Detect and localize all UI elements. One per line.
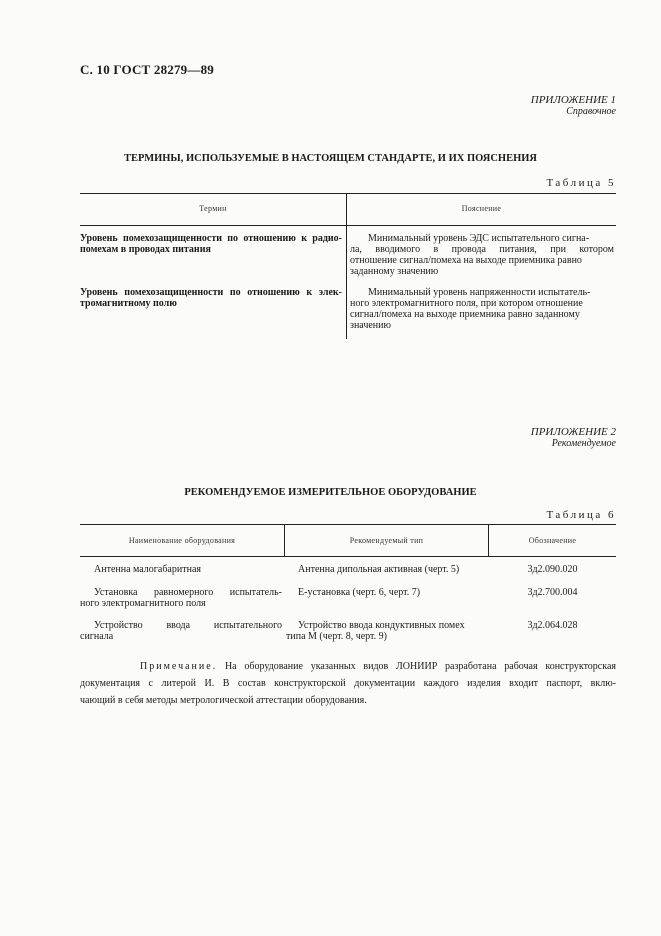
note-line-3: чающий в себя методы метрологической аттестации оборудования. (80, 695, 367, 706)
table-6-row-2-type-line: Е-установка (черт. 6, черт. 7) (298, 587, 421, 598)
table-6-row-3-type-line: Устройство ввода кондуктивных помех (298, 620, 465, 631)
table-6-row-1-type-line: Антенна дипольная активная (черт. 5) (298, 564, 460, 575)
note (80, 658, 616, 709)
table-6-row-3-name-line: сигнала (80, 631, 114, 642)
table-6-row-3-name (80, 620, 282, 642)
table-5-label: Таблица 5 (546, 177, 616, 189)
table-6-row-2-name (80, 587, 282, 609)
table-6-row-2-name-line: ного электромагнитного поля (80, 598, 206, 609)
table-5-row-2-expl-line: ного электромагнитного поля, при котором отношение (350, 298, 583, 309)
table-5-row-2-expl-line: значению (350, 320, 391, 331)
note-line-1 (80, 658, 616, 675)
table-6-header-type: Рекомендуемый тип (349, 536, 424, 545)
table-5-row-1-expl-line: заданному значению (350, 266, 439, 277)
table-6-top-rule (80, 524, 616, 525)
table-6-row-1-name-line: Антенна малогабаритная (94, 564, 201, 575)
table-6-row-3-name-line: Устройство ввода испытательного (94, 620, 282, 631)
table-5-row-2-explanation (350, 287, 614, 331)
table-6-row-1-code: 3д2.090.020 (527, 564, 578, 575)
note-line-2: документация с литерой И. В состав конструкторской документации каждого изделия входит паспорт, вклю- (80, 678, 616, 689)
appendix-2-title: РЕКОМЕНДУЕМОЕ ИЗМЕРИТЕЛЬНОЕ ОБОРУДОВАНИЕ (184, 487, 477, 498)
appendix-1-title: ТЕРМИНЫ, ИСПОЛЬЗУЕМЫЕ В НАСТОЯЩЕМ СТАНДАРТЕ, И ИХ ПОЯСНЕНИЯ (123, 153, 538, 164)
table-5-row-1-expl-line: ла, вводимого в провода питания, при котором (350, 244, 614, 255)
table-6-header-rule (80, 556, 616, 557)
table-6-row-1-name (80, 564, 282, 575)
appendix-1-label: ПРИЛОЖЕНИЕ 1 (530, 94, 616, 106)
table-5-row-2-expl-line: Минимальный уровень напряженности испытатель- (368, 287, 591, 298)
table-5-row-1-term-line: помехам в проводах питания (80, 244, 211, 255)
table-5-top-rule (80, 193, 616, 194)
note-text-line-1: На оборудование указанных видов ЛОНИИР разработана рабочая конструкторская (224, 661, 616, 672)
table-6-row-2-type (286, 587, 488, 598)
table-6-row-3-type (286, 620, 490, 642)
table-5-column-divider (346, 193, 347, 339)
appendix-2-label-block (531, 426, 616, 450)
table-5-header-rule (80, 225, 616, 226)
table-6-row-1-type (286, 564, 488, 575)
table-6-label: Таблица 6 (546, 509, 616, 521)
page-header: С. 10 ГОСТ 28279—89 (80, 62, 214, 77)
table-6-row-3-type-line: типа М (черт. 8, черт. 9) (286, 631, 387, 642)
appendix-1-status: Справочное (566, 106, 616, 117)
table-5-row-1-term (80, 233, 342, 255)
table-5-row-2-term-line: тромагнитному полю (80, 298, 177, 309)
table-5-row-1-expl-line: Минимальный уровень ЭДС испытательного сигна- (368, 233, 590, 244)
table-5-row-1-expl-line: отношение сигнал/помеха на выходе приемника равно (350, 255, 582, 266)
note-label: Примечание. (140, 661, 218, 672)
table-6-header-code: Обозначение (528, 536, 577, 545)
table-5-row-1-term-line: Уровень помехозащищенности по отношению к радио- (80, 233, 342, 244)
table-6-header-name: Наименование оборудования (128, 536, 236, 545)
appendix-2-label: ПРИЛОЖЕНИЕ 2 (530, 426, 616, 438)
appendix-1-label-block (531, 94, 616, 118)
table-5-row-1-explanation (350, 233, 614, 277)
table-6-row-2-code: 3д2.700.004 (527, 587, 578, 598)
table-5-row-2-expl-line: сигнал/помеха на выходе приемника равно заданному (350, 309, 580, 320)
table-6-row-3-code: 3д2.064.028 (527, 620, 578, 631)
table-5-row-2-term-line: Уровень помехозащищенности по отношению к элек- (80, 287, 342, 298)
table-5-row-2-term (80, 287, 342, 309)
table-6-row-2-name-line: Установка равномерного испытатель- (94, 587, 282, 598)
table-5-header-term: Термин (199, 204, 227, 213)
table-5-header-explanation: Пояснение (461, 204, 502, 213)
appendix-2-status: Рекомендуемое (551, 438, 616, 449)
